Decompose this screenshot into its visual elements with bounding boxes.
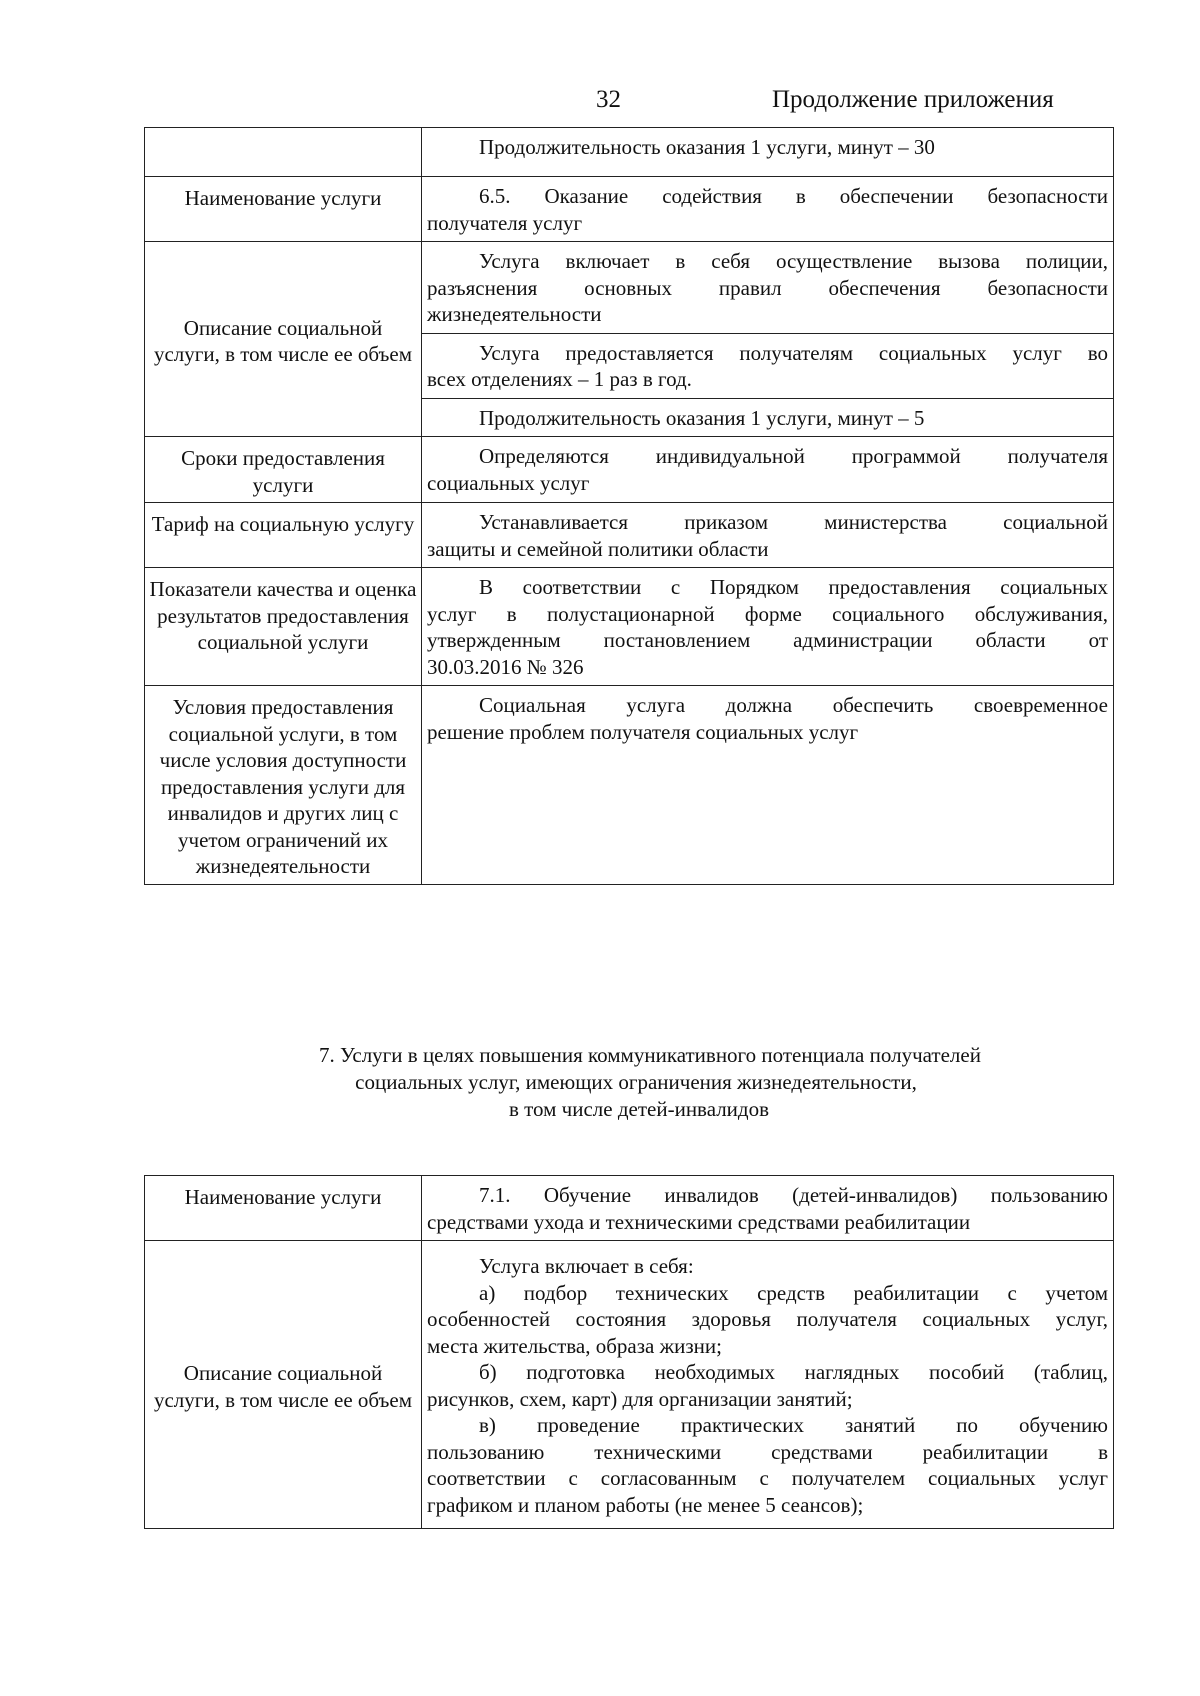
conditions-label: Условия предоставления социальной услуги, в том числе условия доступности предоставления услуги для инвалидов и других лиц с учетом ограничений их жизнедеятельности <box>145 686 422 885</box>
table-row <box>145 686 1114 885</box>
service-name-value: 6.5. Оказание содействия в обеспечении безопасности получателя услуг <box>422 177 1114 242</box>
tariff-label: Тариф на социальную услугу <box>145 503 422 568</box>
table-row <box>145 1241 1114 1529</box>
empty-label-cell <box>145 128 422 177</box>
service-table-7-1 <box>144 1175 1114 1529</box>
table-row <box>145 1176 1114 1241</box>
quality-label: Показатели качества и оценка результатов предоставления социальной услуги <box>145 568 422 686</box>
service-name-label: Наименование услуги <box>145 1176 422 1241</box>
description-part-3: Продолжительность оказания 1 услуги, минут – 5 <box>422 398 1114 437</box>
table-row <box>145 568 1114 686</box>
table-row <box>145 437 1114 503</box>
table-row <box>145 128 1114 177</box>
section-7-title: 7. Услуги в целях повышения коммуникативного потенциала получателей социальных услуг, имеющих ограничения жизнедеятельности, в том числе детей-инвалидов <box>319 1043 981 1121</box>
terms-label: Сроки предоставления услуги <box>145 437 422 503</box>
table-row <box>145 242 1114 334</box>
page-number: 32 <box>596 86 621 113</box>
tariff-value: Устанавливается приказом министерства социальной защиты и семейной политики области <box>422 503 1114 568</box>
continuation-note: Продолжение приложения <box>772 86 1054 113</box>
description-value: Услуга включает в себя: а) подбор технических средств реабилитации с учетом особенностей состояния здоровья получателя социальных услуг, места жительства, образа жизни; б) подготовка необходимых наглядных пособий (таблиц, рисунков, схем, карт) для организации занятий; в) проведение практических занятий по обучению пользованию техническими средствами реабилитации в соответствии с согласованным с получателем социальных услуг графиком и планом работы (не менее 5 сеансов); <box>422 1241 1114 1529</box>
service-name-value: 7.1. Обучение инвалидов (детей-инвалидов) пользованию средствами ухода и техническими средствами реабилитации <box>422 1176 1114 1241</box>
quality-value: В соответствии с Порядком предоставления социальных услуг в полустационарной форме социального обслуживания, утвержденным постановлением администрации области от 30.03.2016 № 326 <box>422 568 1114 686</box>
description-part-1: Услуга включает в себя осуществление вызова полиции, разъяснения основных правил обеспечения безопасности жизнедеятельности <box>422 242 1114 334</box>
service-table-6-5 <box>144 127 1114 885</box>
description-label: Описание социальной услуги, в том числе ее объем <box>145 1241 422 1529</box>
duration-cell: Продолжительность оказания 1 услуги, минут – 30 <box>422 128 1114 177</box>
terms-value: Определяются индивидуальной программой получателя социальных услуг <box>422 437 1114 503</box>
service-name-label: Наименование услуги <box>145 177 422 242</box>
table-row <box>145 177 1114 242</box>
conditions-value: Социальная услуга должна обеспечить своевременное решение проблем получателя социальных услуг <box>422 686 1114 885</box>
page-header <box>0 86 1200 122</box>
table-row <box>145 503 1114 568</box>
description-label: Описание социальной услуги, в том числе ее объем <box>145 242 422 437</box>
description-part-2: Услуга предоставляется получателям социальных услуг во всех отделениях – 1 раз в год. <box>422 333 1114 398</box>
